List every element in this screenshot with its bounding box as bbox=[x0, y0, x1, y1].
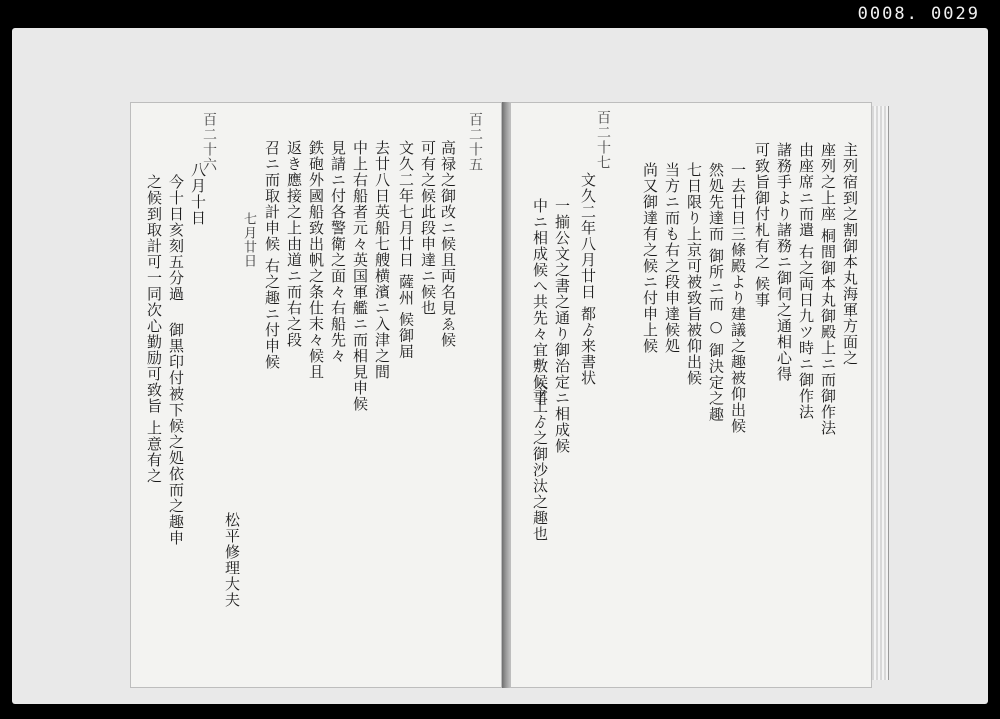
doc-128-body-line: 中ニ相成候へ共先々宜敷候事 bbox=[531, 198, 549, 406]
doc-126-date: 八月十日 bbox=[189, 162, 207, 226]
doc-127-body-line: 一去廿日三條殿より建議之趣被仰出候 bbox=[729, 162, 747, 434]
frame-number: 0008. 0029 bbox=[857, 4, 980, 24]
doc-127-body-line: 当方ニ而も右之段申達候処 bbox=[663, 162, 681, 354]
page-edges bbox=[872, 106, 889, 680]
doc-127-body-line: 尚又御達有之候ニ付申上候 bbox=[641, 162, 659, 354]
doc-128-body-line: 一揃公文之書之通り御治定ニ相成候 bbox=[553, 198, 571, 454]
right-page bbox=[510, 102, 872, 688]
doc-125-body-line: 去廿八日英船七艘横濱ニ入津之間 bbox=[373, 140, 391, 380]
doc-127-body-line: 然処先達而 御所ニ而 ○ 御決定之趣 bbox=[707, 162, 725, 423]
doc-126-line-2: 御黒印付被下候之処依而之趣申 bbox=[167, 322, 185, 546]
doc-125-line-1: 高禄之御改ニ候且両名見ゑ候 bbox=[439, 140, 457, 348]
doc-127-body-line: 七日限り上京可被致旨被仰出候 bbox=[685, 162, 703, 386]
left-page bbox=[130, 102, 502, 688]
intro-line: 由座席ニ而遣 右之両日九ツ時ニ御作法 bbox=[797, 142, 815, 420]
doc-125-body-line: 見請ニ付各警衛之面々右船先々 bbox=[329, 140, 347, 364]
doc-126-line-3: 之候到取計可一同次心勤励可致旨 上意有之 bbox=[145, 174, 163, 484]
intro-line: 座列之上座 桐間御本丸御殿上ニ而御作法 bbox=[819, 142, 837, 436]
doc-125-body-line: 鉄砲外國船致出帆之条仕末々候且 bbox=[307, 140, 325, 380]
doc-126-number: 百二十六 bbox=[201, 112, 217, 172]
intro-line: 諸務手より諸務ニ御伺之通相心得 bbox=[775, 142, 793, 382]
intro-line: 可致旨御付札有之 候事 bbox=[753, 142, 771, 308]
intro-line: 主列宿到之割御本丸海軍方面之 bbox=[841, 142, 859, 366]
doc-125-line-2: 可有之候此段申達ニ候也 bbox=[419, 140, 437, 316]
doc-127-number: 百二十七 bbox=[595, 110, 611, 170]
doc-125-date: 七月廿日 bbox=[241, 212, 256, 268]
doc-125-body-line: 中上右船者元々英国軍艦ニ而相見申候 bbox=[351, 140, 369, 412]
scanner-mount bbox=[12, 28, 988, 704]
doc-125-number: 百二十五 bbox=[467, 112, 483, 172]
doc-128-tail: 今上ゟ之御沙汰之趣也 bbox=[531, 382, 549, 542]
doc-125-sender: 松平修理大夫 bbox=[223, 512, 241, 608]
doc-126-line-1: 今十日亥刻五分過 bbox=[167, 174, 185, 302]
book-gutter bbox=[502, 102, 510, 688]
doc-125-body-line: 返き應接之上由道ニ而右之段 bbox=[285, 140, 303, 348]
open-book bbox=[130, 102, 890, 688]
doc-125-body-line: 召ニ而取計申候 右之趣ニ付申候 bbox=[263, 140, 281, 370]
doc-125-line-3: 文久二年七月廿日 薩州 候御届 bbox=[397, 140, 415, 360]
doc-127-date: 文久二年八月廿日 都ゟ来書状 bbox=[579, 172, 597, 386]
